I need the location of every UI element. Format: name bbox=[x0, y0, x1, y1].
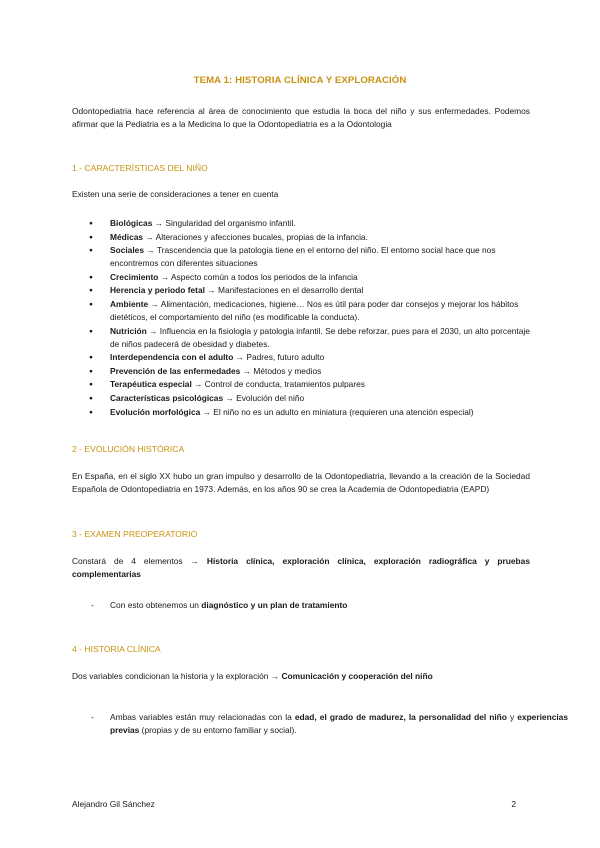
item-text: → Singularidad del organismo infantil. bbox=[152, 218, 296, 228]
item-term: Nutrición bbox=[110, 325, 147, 336]
item-term: Crecimiento bbox=[110, 271, 159, 282]
item-term: Características psicológicas bbox=[110, 392, 224, 403]
section-4-lead-bold: Comunicación y cooperación del niño bbox=[281, 671, 433, 681]
item-text: → Alimentación, medicaciones, higiene… Nos es útil para poder dar consejos y mejorar los hábitos dietéticos, el comportamiento del niño (es modificable la conducta). bbox=[110, 298, 519, 322]
characteristics-list bbox=[72, 217, 530, 419]
dash-item-text-mid: y bbox=[506, 712, 518, 722]
section-3-lead bbox=[72, 555, 530, 581]
section-4-dash-item bbox=[72, 711, 568, 737]
dash-item-text-end: (propias y de su entorno familiar y social). bbox=[139, 725, 297, 735]
item-text: → El niño no es un adulto en miniatura (requieren una atención especial) bbox=[200, 406, 474, 417]
list-item bbox=[72, 217, 530, 230]
section-2-heading: 2 - EVOLUCIÓN HISTÓRICA bbox=[72, 444, 185, 454]
list-item bbox=[72, 271, 530, 284]
item-term: Biológicas bbox=[110, 218, 153, 228]
footer-author: Alejandro Gil Sánchez bbox=[72, 799, 155, 809]
item-term: Herencia y periodo fetal bbox=[110, 285, 205, 296]
item-term: Médicas bbox=[110, 231, 144, 242]
item-term: Prevención de las enfermedades bbox=[110, 365, 241, 376]
list-item bbox=[72, 284, 530, 297]
dash-item-text: Con esto obtenemos un bbox=[110, 600, 202, 610]
document-title: TEMA 1: HISTORIA CLÍNICA Y EXPLORACIÓN bbox=[193, 75, 407, 86]
item-text: → Manifestaciones en el desarrollo dental bbox=[204, 285, 364, 296]
section-1-lead: Existen una serie de consideraciones a tener en cuenta bbox=[72, 189, 279, 199]
dash-item-bold: diagnóstico y un plan de tratamiento bbox=[201, 600, 348, 610]
intro-paragraph: Odontopediatria hace referencia al área de conocimiento que estudia la boca del niño y sus enfermedades. Podemos afirmar que la Pediatria es a la Medicina lo que la Odontopediatria es a la Odontologia bbox=[72, 106, 530, 129]
item-text: → Métodos y medios bbox=[240, 365, 322, 376]
page-number: 2 bbox=[511, 799, 516, 809]
item-term: Ambiente bbox=[110, 298, 149, 309]
list-item bbox=[72, 378, 530, 391]
item-text: → Trascendencia que la patologia tiene en el entorno del niño. El entorno social hace que nos encontremos con diferentes situaciones bbox=[110, 245, 496, 269]
page-footer bbox=[72, 798, 530, 811]
list-item bbox=[72, 231, 530, 244]
section-1-heading: 1 - CARACTERÍSTICAS DEL NIÑO bbox=[72, 163, 208, 173]
section-3-lead-text: Constará de 4 elementos → bbox=[72, 556, 207, 566]
section-3-heading: 3 - EXAMEN PREOPERATORIO bbox=[72, 529, 198, 539]
item-term: Evolución morfológica bbox=[110, 406, 201, 417]
list-item bbox=[72, 244, 530, 270]
item-text: → Evolución del niño bbox=[223, 392, 305, 403]
item-text: → Control de conducta, tratamientos pulpares bbox=[191, 379, 365, 390]
item-term: Sociales bbox=[110, 245, 144, 256]
item-text: → Aspecto común a todos los periodos de la infancia bbox=[158, 271, 358, 282]
list-item bbox=[72, 392, 530, 405]
list-item bbox=[72, 298, 530, 324]
section-4-heading: 4 - HISTORIA CLÍNICA bbox=[72, 644, 161, 654]
item-text: → Influencia en la fisiologia y patologia infantil. Se debe reforzar, pues para el 2030, un alto porcentaje de niños padecerá de obesidad y diabetes. bbox=[110, 325, 530, 349]
list-item bbox=[72, 351, 530, 364]
item-term: Terapéutica especial bbox=[110, 379, 192, 390]
dash-item-bold-2: experiencias previas bbox=[110, 712, 568, 735]
section-4-lead bbox=[72, 670, 530, 683]
list-item bbox=[72, 406, 530, 419]
section-3-lead-bold: Historia clínica, exploración clínica, exploración radiográfica y pruebas complementarias bbox=[72, 556, 530, 579]
dash-item-bold: edad, el grado de madurez, la personalidad del niño bbox=[294, 712, 507, 722]
section-4-lead-text: Dos variables condicionan la historia y la exploración → bbox=[72, 671, 282, 681]
list-item bbox=[72, 365, 530, 378]
list-item bbox=[72, 325, 530, 351]
dash-item-text: Ambas variables están muy relacionadas con la bbox=[110, 712, 295, 722]
item-text: → Alteraciones y afecciones bucales, propias de la infancia. bbox=[143, 231, 368, 242]
section-2-body: En España, en el siglo XX hubo un gran impulso y desarrollo de la Odontopediatria, llevando a la creación de la Sociedad Española de Odontopediatria en 1973. Además, en los años 90 se crea la Academia de Odontopediatria (EAPD) bbox=[72, 471, 530, 494]
item-term: Interdependencia con el adulto bbox=[110, 352, 234, 363]
section-3-dash-item bbox=[72, 599, 568, 612]
item-text: → Padres, futuro adulto bbox=[233, 352, 325, 363]
